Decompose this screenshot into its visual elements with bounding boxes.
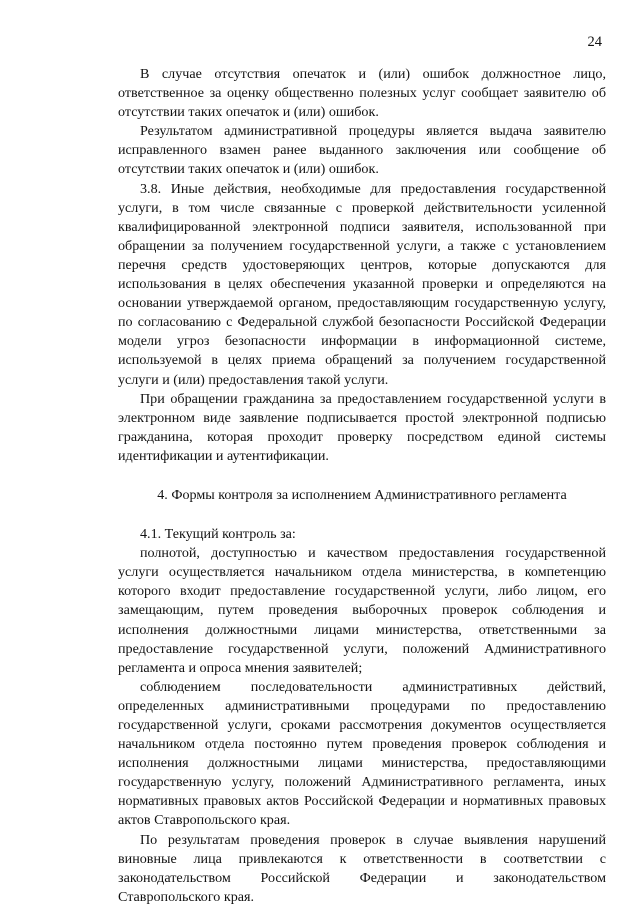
paragraph-no-errors: В случае отсутствия опечаток и (или) ошибок должностное лицо, ответственное за оценку общественно полезных услуг сообщает заявителю об отсутствии таких опечаток и (или) ошибок. bbox=[118, 66, 606, 121]
section-heading: 4. Формы контроля за исполнением Административного регламента bbox=[157, 486, 567, 503]
page-number: 24 bbox=[587, 34, 602, 50]
paragraph-sequence: соблюдением последовательности административных действий, определенных административными процедурами по предоставлению государственной услуги, сроками рассмотрения документов осуществляется начальником отдела постоянно путем проведения проверок соблюдения и исполнения должностными лицами министерства, предоставляющими государственную услугу, положений Административного регламента, иных нормативных правовых актов Российской Федерации и нормативных правовых актов Ставропольского края. bbox=[118, 678, 606, 829]
paragraph-electronic-signature: При обращении гражданина за предоставлением государственной услуги в электронном виде заявление подписывается простой электронной подписью гражданина, которая проходит проверку посредством единой системы идентификации и аутентификации. bbox=[118, 390, 606, 464]
paragraph-responsibility: По результатам проведения проверок в случае выявления нарушений виновные лица привлекаются к ответственности в соответствии с законодательством Российской Федерации и законодательством Ставропольского края. bbox=[118, 831, 606, 905]
document-body bbox=[118, 65, 606, 907]
paragraph-completeness: полнотой, доступностью и качеством предоставления государственной услуги осуществляется начальником отдела министерства, в компетенцию которого входит предоставление государственной услуги, либо лицом, его замещающим, путем проведения выборочных проверок соблюдения и исполнения должностными лицами министерства, ответственными за предоставление государственной услуги, положений Административного регламента и опроса мнения заявителей; bbox=[118, 545, 606, 676]
paragraph-3-8: 3.8. Иные действия, необходимые для предоставления государственной услуги, в том числе связанные с проверкой действительности усиленной квалифицированной электронной подписи заявителя, использованной при обращении за получением государственной услуги, а также с установлением перечня средств удостоверяющих центров, которые допускаются для использования в целях обеспечения указанной проверки и определяются на основании утверждаемой органом, предоставляющим государственную услугу, по согласованию с Федеральной службой безопасности Российской Федерации модели угроз безопасности информации в информационной системе, используемой в целях приема обращений за получением государственной услуги и (или) предоставления такой услуги. bbox=[118, 180, 606, 388]
paragraph-4-1: 4.1. Текущий контроль за: bbox=[140, 526, 296, 543]
paragraph-result: Результатом административной процедуры является выдача заявителю исправленного взамен ранее выданного заключения или сообщение об отсутствии таких опечаток и (или) ошибок. bbox=[118, 123, 606, 178]
